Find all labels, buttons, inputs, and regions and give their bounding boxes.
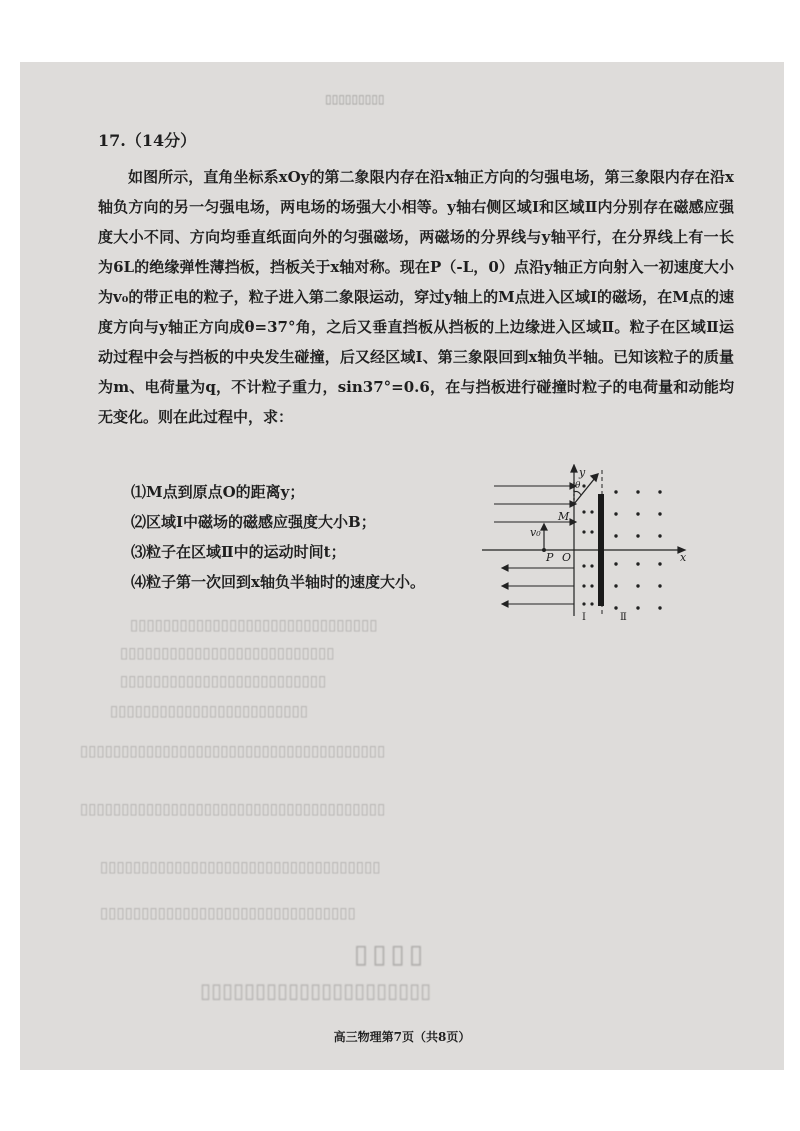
question-title: 17.（14分） [98, 131, 197, 150]
label-region-2: Ⅱ [620, 612, 627, 623]
initial-velocity-arrow [541, 524, 547, 550]
field-diagram-svg [478, 464, 700, 626]
axes [482, 465, 685, 616]
subquestion-3: ⑶粒子在区域Ⅱ中的运动时间t； [131, 543, 346, 561]
magnetic-field-region-1 [582, 484, 593, 605]
bleed-through-line: ▯▯▯▯▯▯▯▯▯▯▯▯▯▯▯▯▯▯▯▯▯▯▯▯▯▯▯▯▯▯▯ [100, 906, 356, 924]
bleed-through-line: ▯▯▯▯▯▯▯▯▯▯▯▯▯▯▯▯▯▯▯▯▯▯▯▯▯▯▯▯▯▯▯▯▯▯▯▯▯ [80, 802, 386, 820]
label-point-p: P [546, 551, 554, 564]
bleed-through-line: ▯▯▯▯▯▯▯▯▯▯▯▯▯▯▯▯▯▯▯▯▯▯▯▯▯ [120, 674, 327, 692]
insulating-baffle [598, 494, 604, 606]
bleed-through-line: ▯▯▯▯▯▯▯▯▯▯▯▯▯▯▯▯▯▯▯▯▯▯▯▯ [110, 704, 309, 722]
subquestion-1: ⑴M点到原点O的距离y； [131, 483, 305, 501]
subquestion-4: ⑷粒子第一次回到x轴负半轴时的速度大小。 [131, 573, 425, 591]
electric-field-arrows-q3 [502, 565, 574, 607]
label-y-axis: y [579, 466, 586, 479]
subquestion-2: ⑵区域Ⅰ中磁场的磁感应强度大小B； [131, 513, 376, 531]
label-angle: θ [575, 481, 581, 491]
angle-arc [574, 491, 581, 495]
label-point-m: M [558, 510, 570, 523]
label-region-1: Ⅰ [582, 612, 586, 623]
bleed-through-line: ▯▯▯▯▯▯▯▯▯▯▯▯▯▯▯▯▯▯▯▯▯▯▯▯▯▯▯▯▯▯▯▯▯▯ [100, 860, 381, 878]
bleed-through-heading: ▯▯▯▯ [350, 942, 424, 972]
label-x-axis: x [680, 551, 687, 564]
label-origin: O [562, 551, 572, 564]
field-diagram [478, 464, 700, 626]
bleed-through-line: ▯▯▯▯▯▯▯▯▯▯▯▯▯▯▯▯▯▯▯▯▯▯▯▯▯▯▯▯▯▯▯▯▯▯▯▯▯ [80, 744, 386, 762]
bleed-through-line: ▯▯▯▯▯▯▯▯▯▯▯▯▯▯▯▯▯▯▯▯▯▯▯▯▯▯▯▯▯▯ [130, 618, 378, 636]
question-paragraph: 如图所示，直角坐标系xOy的第二象限内存在沿x轴正方向的匀强电场，第三象限内存在沿x轴负方向的另一匀强电场，两电场的场强大小相等。y轴右侧区域Ⅰ和区域Ⅱ内分别存在磁感应强度大小不同、方向均垂直纸面向外的匀强磁场，两磁场的分界线与y轴平行，在分界线上有一长为6L的绝缘弹性薄挡板，挡板关于x轴对称。现在P（-L，0）点沿y轴正方向射入一初速度大小为v₀的带正电的粒子，粒子进入第二象限运动，穿过y轴上的M点进入区域Ⅰ的磁场，在M点的速度方向与y轴正方向成θ=37°角，之后又垂直挡板从挡板的上边缘进入区域Ⅱ。粒子在区域Ⅱ运动过程中会与挡板的中央发生碰撞，后又经区域Ⅰ、第三象限回到x轴负半轴。已知该粒子的质量为m、电荷量为q，不计粒子重力，sin37°=0.6，在与挡板进行碰撞时粒子的电荷量和动能均无变化。则在此过程中，求： [98, 168, 734, 426]
exam-page [20, 62, 784, 1070]
page-footer: 高三物理第7页（共8页） [333, 1030, 471, 1044]
label-velocity: v₀ [530, 526, 541, 539]
bleed-through-heading: ▯▯▯▯▯▯▯▯▯▯▯▯▯▯▯▯▯▯▯▯▯ [200, 982, 432, 1006]
question-body [98, 162, 734, 432]
bleed-through-line: ▯▯▯▯▯▯▯▯▯▯▯▯▯▯▯▯▯▯▯▯▯▯▯▯▯▯ [120, 646, 335, 664]
bleed-through-header: ▯▯▯▯▯▯▯▯▯ [325, 92, 385, 106]
